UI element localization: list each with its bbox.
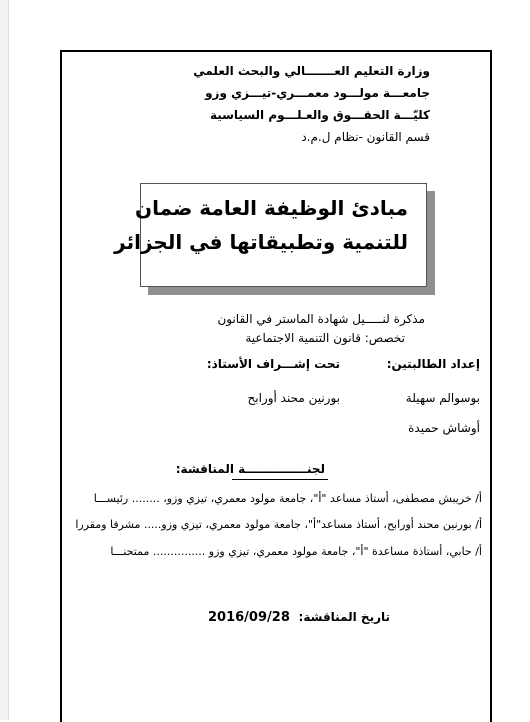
student-name-2: أوشاش حميدة — [408, 421, 480, 435]
students-label: إعداد الطالبتين: — [386, 357, 480, 371]
university-line: جامعـــة مولـــود معمـــري-تيـــزي وزو — [205, 86, 430, 100]
specialty-line: تخصص: قانون التنمية الاجتماعية — [245, 331, 405, 345]
jury-member-3: أ/ حابي، أستاذة مساعدة "أ"، جامعة مولود معمري، تيزي وزو ............... ممتحنـــا — [110, 545, 482, 558]
thesis-title-line-2: للتنمية وتطبيقاتها في الجزائر — [114, 230, 408, 254]
student-name-1: بوسوالم سهيلة — [405, 391, 480, 405]
ministry-line: وزارة التعليم العـــــــالي والبحث العلمي — [193, 64, 430, 78]
faculty-line: كليّـــة الحقـــوق والعـلـــوم السياسية — [209, 108, 430, 122]
jury-member-2: أ/ بورنين محند أورابح، أستاذ مساعد"أ"، جامعة مولود معمري، تيزي وزو..... مشرفا ومقررا — [75, 518, 482, 531]
supervisor-label: تحت إشـــراف الأستاذ: — [206, 357, 340, 371]
degree-line: مذكرة لنـــــيل شهادة الماستر في القانون — [217, 312, 425, 326]
thesis-title-line-1: مبادئ الوظيفة العامة ضمان — [135, 196, 408, 220]
jury-member-1: أ/ خريبش مصطفى، أستاذ مساعد "أ"، جامعة مولود معمري، تيزي وزو، ........ رئيســـا — [93, 492, 482, 505]
defense-date-label: تاريخ المناقشة: — [298, 610, 390, 624]
defense-date-value: 2016/09/28 — [208, 610, 290, 625]
thesis-title-box — [114, 183, 427, 287]
page-edge — [0, 0, 9, 720]
department-line: قسم القانون -نظام ل.م.د — [301, 130, 430, 144]
jury-title: لجنـــــــــــــــة المناقشة: — [175, 462, 325, 476]
jury-title-underline — [232, 479, 328, 480]
supervisor-name: بورنين محند أورابح — [247, 391, 340, 405]
